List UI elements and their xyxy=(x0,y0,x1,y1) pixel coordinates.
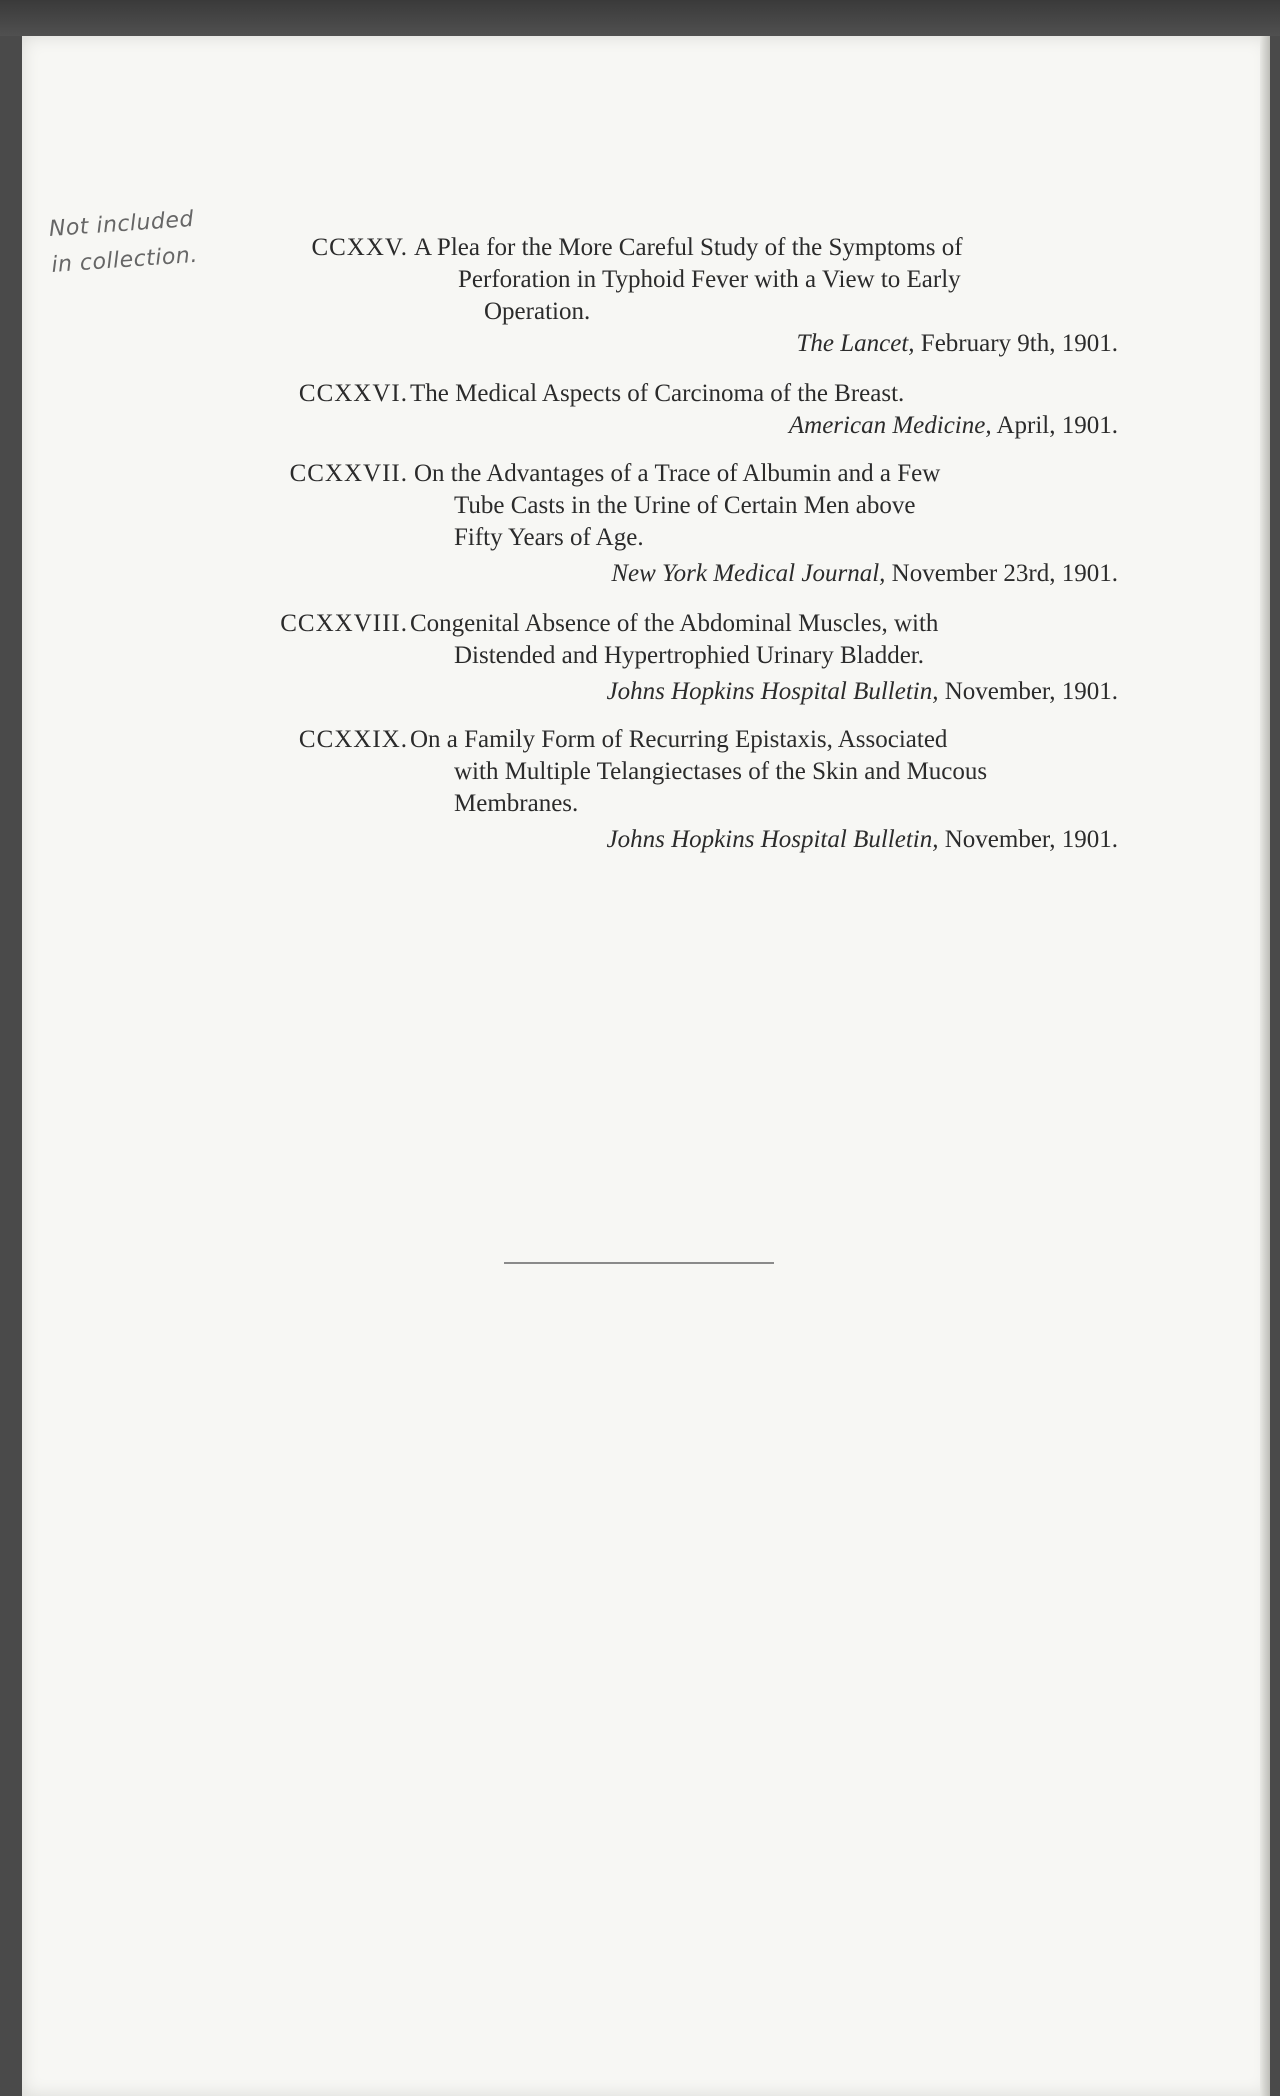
entry-title-line: Fifty Years of Age. xyxy=(454,524,644,551)
entry-title-line: On a Family Form of Recurring Epistaxis, Associated xyxy=(410,726,948,753)
publication-date: February 9th, 1901. xyxy=(920,330,1118,357)
entry-numeral: CCXXVI. xyxy=(298,380,408,407)
entry-title-line: Distended and Hypertrophied Urinary Bladder. xyxy=(454,642,925,669)
journal-name: The Lancet, xyxy=(796,330,915,357)
entry-citation xyxy=(607,826,1118,854)
entry-citation xyxy=(797,330,1119,358)
entry-numeral: CCXXV. xyxy=(311,234,408,261)
journal-name: American Medicine, xyxy=(788,412,992,439)
entry-numeral: CCXXVIII. xyxy=(280,610,408,637)
publication-date: November 23rd, 1901. xyxy=(891,560,1118,587)
entry-title-line: On the Advantages of a Trace of Albumin and a Few xyxy=(414,460,941,487)
publication-date: November, 1901. xyxy=(944,826,1118,853)
publication-date: April, 1901. xyxy=(996,412,1118,439)
entry-title-line: Tube Casts in the Urine of Certain Men above xyxy=(454,492,916,519)
entry-title-line: Membranes. xyxy=(454,790,579,817)
journal-name: Johns Hopkins Hospital Bulletin, xyxy=(606,678,939,705)
entry-citation xyxy=(607,678,1118,706)
entry-citation xyxy=(789,412,1118,440)
section-divider xyxy=(504,1262,774,1264)
entry-citation xyxy=(611,560,1118,588)
entry-title-line: A Plea for the More Careful Study of the Symptoms of xyxy=(414,234,963,261)
entry-title-line: Congenital Absence of the Abdominal Muscles, with xyxy=(410,610,939,637)
journal-name: New York Medical Journal, xyxy=(611,560,886,587)
scan-background-top xyxy=(0,0,1280,36)
journal-name: Johns Hopkins Hospital Bulletin, xyxy=(606,826,939,853)
entry-title-line: The Medical Aspects of Carcinoma of the Breast. xyxy=(410,380,905,407)
publication-date: November, 1901. xyxy=(944,678,1118,705)
document-page xyxy=(22,36,1270,2096)
entry-title-line: Perforation in Typhoid Fever with a View to Early xyxy=(458,266,961,293)
entry-numeral: CCXXVII. xyxy=(289,460,408,487)
entry-title-line: with Multiple Telangiectases of the Skin and Mucous xyxy=(454,758,988,785)
handwritten-note: Not included in collection. xyxy=(48,206,199,278)
entry-numeral: CCXXIX. xyxy=(298,726,408,753)
entry-title-line: Operation. xyxy=(484,298,591,325)
page-edge xyxy=(1260,36,1270,2096)
